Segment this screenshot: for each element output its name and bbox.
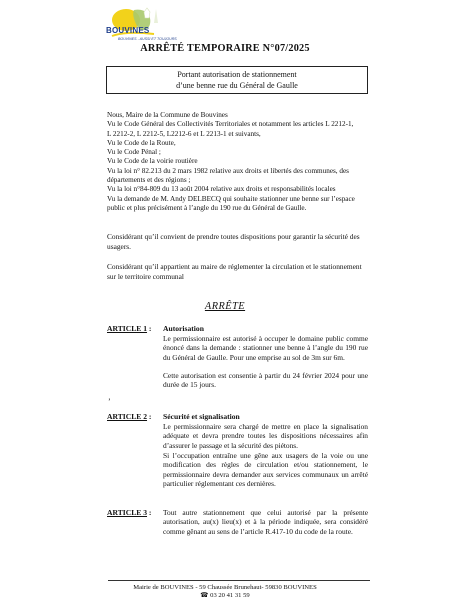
article-1-label: ARTICLE 1 : — [107, 324, 152, 333]
document-title: ARRÊTÉ TEMPORAIRE N°07/2025 — [140, 43, 310, 54]
article-1-body: Le permissionnaire est autorisé à occuper le domaine public comme énoncé dans la demande : stationner une benne à l’angle du 190 rue du Général de Gaulle. Pour une emprise au sol de 3m sur 6m. — [163, 334, 368, 362]
article-1-number: ARTICLE 1 — [107, 324, 148, 333]
logo-name: BOUVINES — [106, 26, 150, 35]
footer-divider — [108, 580, 370, 581]
article-2-label: ARTICLE 2 : — [107, 412, 152, 421]
preamble-line: Vu le Code de la voirie routière — [107, 157, 198, 166]
subject-line-1: Portant autorisation de stationnement — [177, 70, 297, 79]
preamble-line: public et plus précisément à l’angle du 190 rue du Général de Gaulle. — [107, 203, 307, 212]
consideration-security: Considérant qu’il convient de prendre toutes dispositions pour garantir la sécurité des usagers. — [107, 232, 360, 251]
logo-tagline: BOUVINES - AUSSI ET TOUJOURS — [118, 37, 177, 41]
article-1-heading: Autorisation — [163, 324, 204, 333]
preamble-line: Vu le Code Général des Collectivités Territoriales et notamment les articles L 2212-1, — [107, 120, 354, 129]
footer-address: Mairie de BOUVINES - 59 Chaussée Brunehaut- 59830 BOUVINES — [133, 584, 317, 591]
subject-box — [106, 66, 368, 94]
article-2-number: ARTICLE 2 — [107, 412, 148, 421]
preamble-line: L 2212-2, L 2212-5, L2212-6 et L 2213-1 et suivants, — [107, 129, 261, 138]
preamble-line: départements et des régions ; — [107, 176, 191, 185]
article-2-heading: Sécurité et signalisation — [163, 412, 240, 421]
preamble-line: Nous, Maire de la Commune de Bouvines — [107, 111, 228, 119]
article-1-duration: Cette autorisation est consentie à partir du 24 février 2024 pour une durée de 15 jours. — [163, 371, 368, 390]
article-2-body: Le permissionnaire sera chargé de mettre en place la signalisation adéquate et devra prendre toutes les dispositions nécessaires afin d’assurer le passage et la sécurité des piétons. — [163, 422, 368, 450]
article-3-body: Tout autre stationnement que celui autorisé par la présente autorisation, au(x) lieu(x) et à la période indiquée, sera considéré comme gênant au sens de l’article R.417-10 du code de la route. — [163, 508, 368, 536]
subject-line-2: d’une benne rue du Général de Gaulle — [176, 81, 298, 90]
article-3-number: ARTICLE 3 — [107, 508, 148, 517]
preamble-line: Vu le Code Pénal ; — [107, 148, 161, 157]
footer-phone: ☎ 03 20 41 31 59 — [200, 592, 250, 599]
preamble-line: Vu la demande de M. Andy DELBECQ qui souhaite stationner une benne sur l’espace — [107, 194, 355, 203]
article-2-body-2: Si l’occupation entraîne une gêne aux usagers de la voie ou une modification des règles de circulation et/ou stationnement, le permissionnaire devra demander aux services communaux un arrêté particulier réglementant ces dernières. — [163, 451, 368, 488]
preamble-line: Vu le Code de la Route, — [107, 138, 176, 147]
stray-mark: ʼ — [108, 397, 111, 406]
article-3-label: ARTICLE 3 : — [107, 508, 152, 517]
arrete-heading: ARRÊTE — [204, 301, 246, 312]
consideration-traffic: Considérant qu’il appartient au maire de réglementer la circulation et le stationnement sur le territoire communal — [107, 262, 362, 281]
preamble-line: Vu la loi n° 82.213 du 2 mars 1982 relative aux droits et libertés des communes, des — [107, 166, 349, 175]
preamble — [107, 111, 357, 213]
preamble-line: Vu la loi n°84-809 du 13 août 2004 relative aux droits et responsabilités locales — [107, 185, 336, 194]
